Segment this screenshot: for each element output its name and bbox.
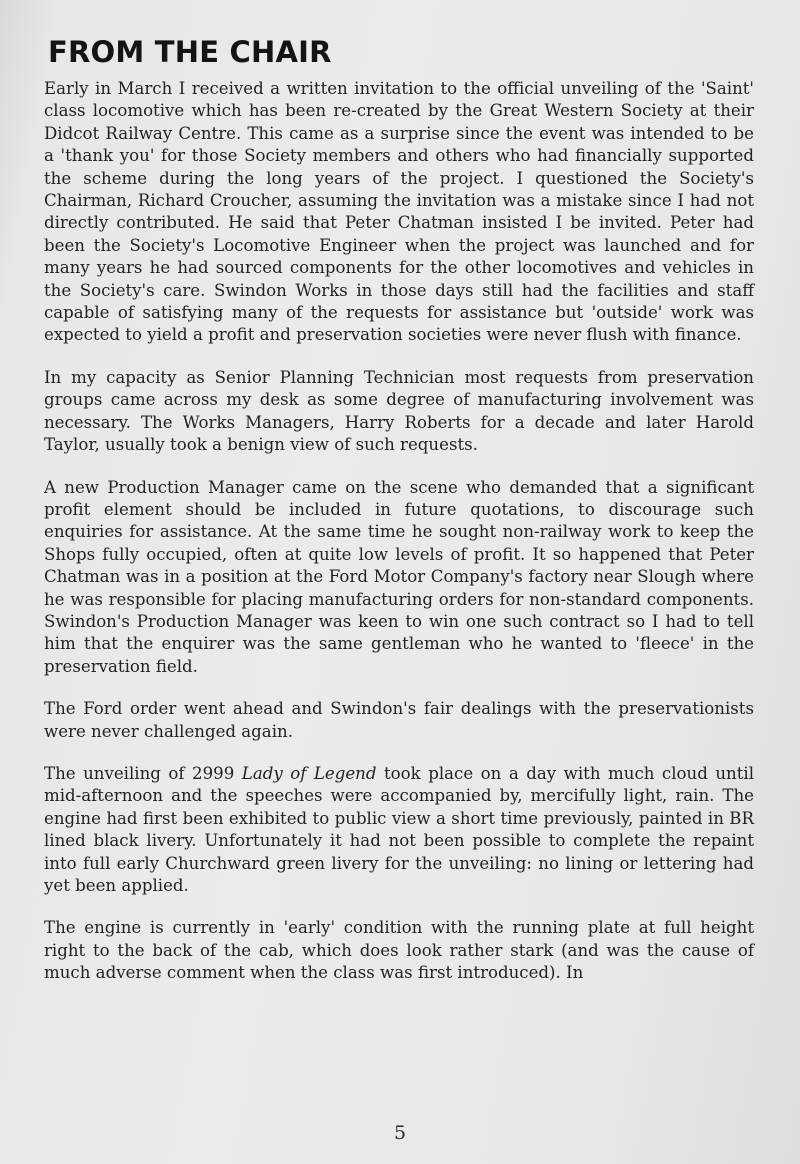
paragraph-5 <box>44 763 754 897</box>
page-number: 5 <box>393 1122 407 1144</box>
paragraph-text: took place on a day with much cloud until mid-afternoon and the speeches were accompanied by, mercifully light, rain. The engine had first been exhibited to public view a short time previously, painted in BR lined black livery. Unfortunately it had not been possible to complete the repaint into full early Churchward green livery for the unveiling: no lining or lettering had yet been applied. <box>44 763 755 895</box>
paragraph-text: The unveiling of 2999 <box>44 763 242 783</box>
paragraph-text: Early in March I received a written invitation to the official unveiling of the 'Saint' class locomotive which has been re-created by the Great Western Society at their Didcot Railway Centre. This came as a surprise since the event was intended to be a 'thank you' for those Society members and others who had financially supported the scheme during the long years of the project. I questioned the Society's Chairman, Richard Croucher, assuming the invitation was a mistake since I had not directly contributed. He said that Peter Chatman insisted I be invited. Peter had been the Society's Locomotive Engineer when the project was launched and for many years he had sourced components for the other locomotives and vehicles in the Society's care. Swindon Works in those days still had the facilities and staff capable of satisfying many of the requests for assistance but 'outside' work was expected to yield a profit and preservation societies were never flush with finance. <box>44 79 754 345</box>
paragraph-text: The engine is currently in 'early' condition with the running plate at full height right to the back of the cab, which does look rather stark (and was the cause of much adverse comment when the class was first introduced). In <box>44 918 754 983</box>
paragraph-6 <box>44 917 754 984</box>
paragraph-text: In my capacity as Senior Planning Technician most requests from preservation groups came across my desk as some degree of manufacturing involvement was necessary. The Works Managers, Harry Roberts for a decade and later Harold Taylor, usually took a benign view of such requests. <box>44 367 754 455</box>
article-title: FROM THE CHAIR <box>48 35 332 69</box>
paragraph-text: The Ford order went ahead and Swindon's fair dealings with the preservationists were never challenged again. <box>44 699 754 741</box>
paragraph-2 <box>44 367 754 457</box>
paragraph-text: A new Production Manager came on the scene who demanded that a significant profit element should be included in future quotations, to discourage such enquiries for assistance. At the same time he sought non-railway work to keep the Shops fully occupied, often at quite low levels of profit. It so happened that Peter Chatman was in a position at the Ford Motor Company's factory near Slough where he was responsible for placing manufacturing orders for non-standard components. Swindon's Production Manager was keen to win one such contract so I had to tell him that the enquirer was the same gentleman who he wanted to 'fleece' in the preservation field. <box>44 477 754 676</box>
paragraph-4 <box>44 698 754 743</box>
locomotive-name: Lady of Legend <box>241 763 377 783</box>
paragraph-1 <box>44 78 754 347</box>
paragraph-3 <box>44 477 754 679</box>
